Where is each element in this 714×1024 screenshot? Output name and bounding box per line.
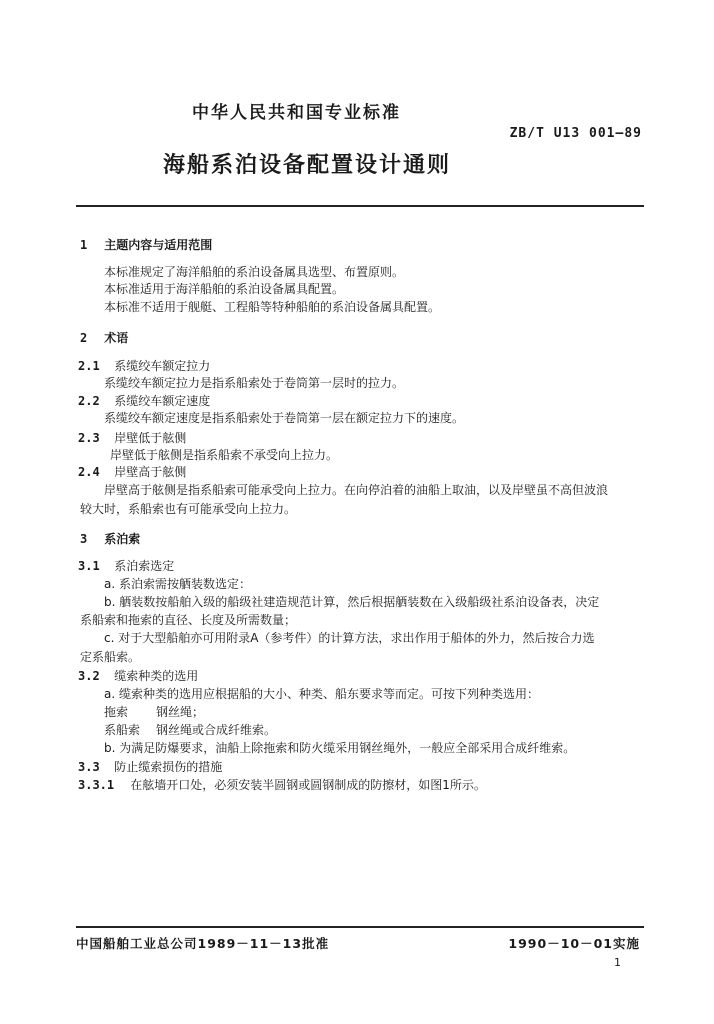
subsection-3-3-1 — [78, 776, 486, 793]
list-item: a. 缆索种类的选用应根据船的大小、种类、船东要求等而定。可按下列种类选用： — [104, 687, 539, 701]
list-item: b. 舾装数按船舶入级的船级社建造规范计算，然后根据舾装数在入级船级社系泊设备表，决定 — [104, 595, 600, 609]
rope-type-label: 系船索 — [104, 723, 141, 737]
paragraph: 本标准规定了海洋船舶的系泊设备属具选型、布置原则。 — [104, 265, 405, 279]
subsection-title: 岸壁高于舷侧 — [114, 465, 187, 479]
section-3-heading — [80, 530, 140, 547]
subsection-number: 2.2 — [78, 394, 100, 408]
paragraph: 较大时，系船索也有可能承受向上拉力。 — [80, 502, 297, 516]
subsection-title: 系缆绞车额定拉力 — [114, 359, 211, 373]
subsection-title: 系泊索选定 — [114, 559, 175, 573]
paragraph: 系缆绞车额定速度是指系船索处于卷筒第一层在额定拉力下的速度。 — [104, 411, 465, 425]
paragraph: 本标准适用于海洋船舶的系泊设备属具配置。 — [104, 282, 345, 296]
subsection-number: 2.1 — [78, 359, 100, 373]
list-item: a. 系泊索需按舾装数选定： — [104, 577, 251, 591]
section-title: 主题内容与适用范围 — [104, 238, 213, 252]
subsection-2-1-heading — [78, 357, 210, 374]
rope-type-row — [104, 703, 204, 720]
page-number: 1 — [614, 956, 621, 969]
subsection-3-2-heading — [78, 667, 198, 684]
footer-divider — [76, 926, 644, 928]
paragraph: 岸壁低于舷侧是指系船索不承受向上拉力。 — [110, 448, 339, 462]
subsection-2-2-heading — [78, 392, 210, 409]
approval-line: 中国船舶工业总公司1989－11－13批准 — [76, 936, 330, 951]
subsection-2-4-heading — [78, 463, 186, 480]
standard-number: ZB/T U13 001—89 — [509, 126, 642, 141]
rope-type-row — [104, 721, 276, 738]
section-title: 术语 — [104, 331, 129, 345]
subsection-2-3-heading — [78, 429, 186, 446]
subsection-number: 3.2 — [78, 669, 100, 683]
paragraph: 本标准不适用于舰艇、工程船等特种船舶的系泊设备属具配置。 — [104, 300, 441, 314]
rope-type-value: 钢丝绳； — [156, 705, 205, 719]
subsection-3-1-heading — [78, 557, 174, 574]
subsection-title: 岸壁低于舷侧 — [114, 431, 187, 445]
subsection-3-3-heading — [78, 758, 222, 775]
subsection-title: 系缆绞车额定速度 — [114, 394, 211, 408]
header-divider — [76, 205, 644, 207]
national-standard-heading: 中华人民共和国专业标准 — [192, 103, 401, 123]
list-item: c. 对于大型船舶亦可用附录A（参考件）的计算方法，求出作用于船体的外力，然后按合力选 — [104, 631, 595, 645]
paragraph: 岸壁高于舷侧是指系船索可能承受向上拉力。在向停泊着的油船上取油，以及岸壁虽不高但波浪 — [104, 483, 609, 497]
rope-type-label: 拖索 — [104, 705, 129, 719]
rope-type-value: 钢丝绳或合成纤维索。 — [156, 723, 277, 737]
subsection-number: 3.3.1 — [78, 778, 115, 792]
section-1-heading — [80, 236, 212, 253]
subsection-number: 3.1 — [78, 559, 100, 573]
list-item-continuation: 系船索和拖索的直径、长度及所需数量； — [80, 613, 297, 627]
paragraph: 系缆绞车额定拉力是指系船索处于卷筒第一层时的拉力。 — [104, 376, 405, 390]
implementation-date: 1990－10－01实施 — [508, 936, 640, 951]
document-title: 海船系泊设备配置设计通则 — [163, 153, 452, 178]
subsection-number: 3.3 — [78, 760, 100, 774]
section-number: 2 — [80, 331, 88, 345]
section-2-heading — [80, 329, 128, 346]
list-item-continuation: 定系船索。 — [80, 650, 141, 664]
section-number: 1 — [80, 238, 88, 252]
list-item: b. 为满足防爆要求，油船上除拖索和防火缆采用钢丝绳外，一般应全部采用合成纤维索。 — [104, 741, 576, 755]
section-number: 3 — [80, 532, 88, 546]
subsection-number: 2.3 — [78, 431, 100, 445]
subsection-title: 缆索种类的选用 — [114, 669, 199, 683]
subsection-title: 防止缆索损伤的措施 — [114, 760, 223, 774]
section-title: 系泊索 — [104, 532, 141, 546]
paragraph: 在舷墙开口处，必须安装半圆钢或圆钢制成的防擦材，如图1所示。 — [130, 778, 486, 792]
subsection-number: 2.4 — [78, 465, 100, 479]
